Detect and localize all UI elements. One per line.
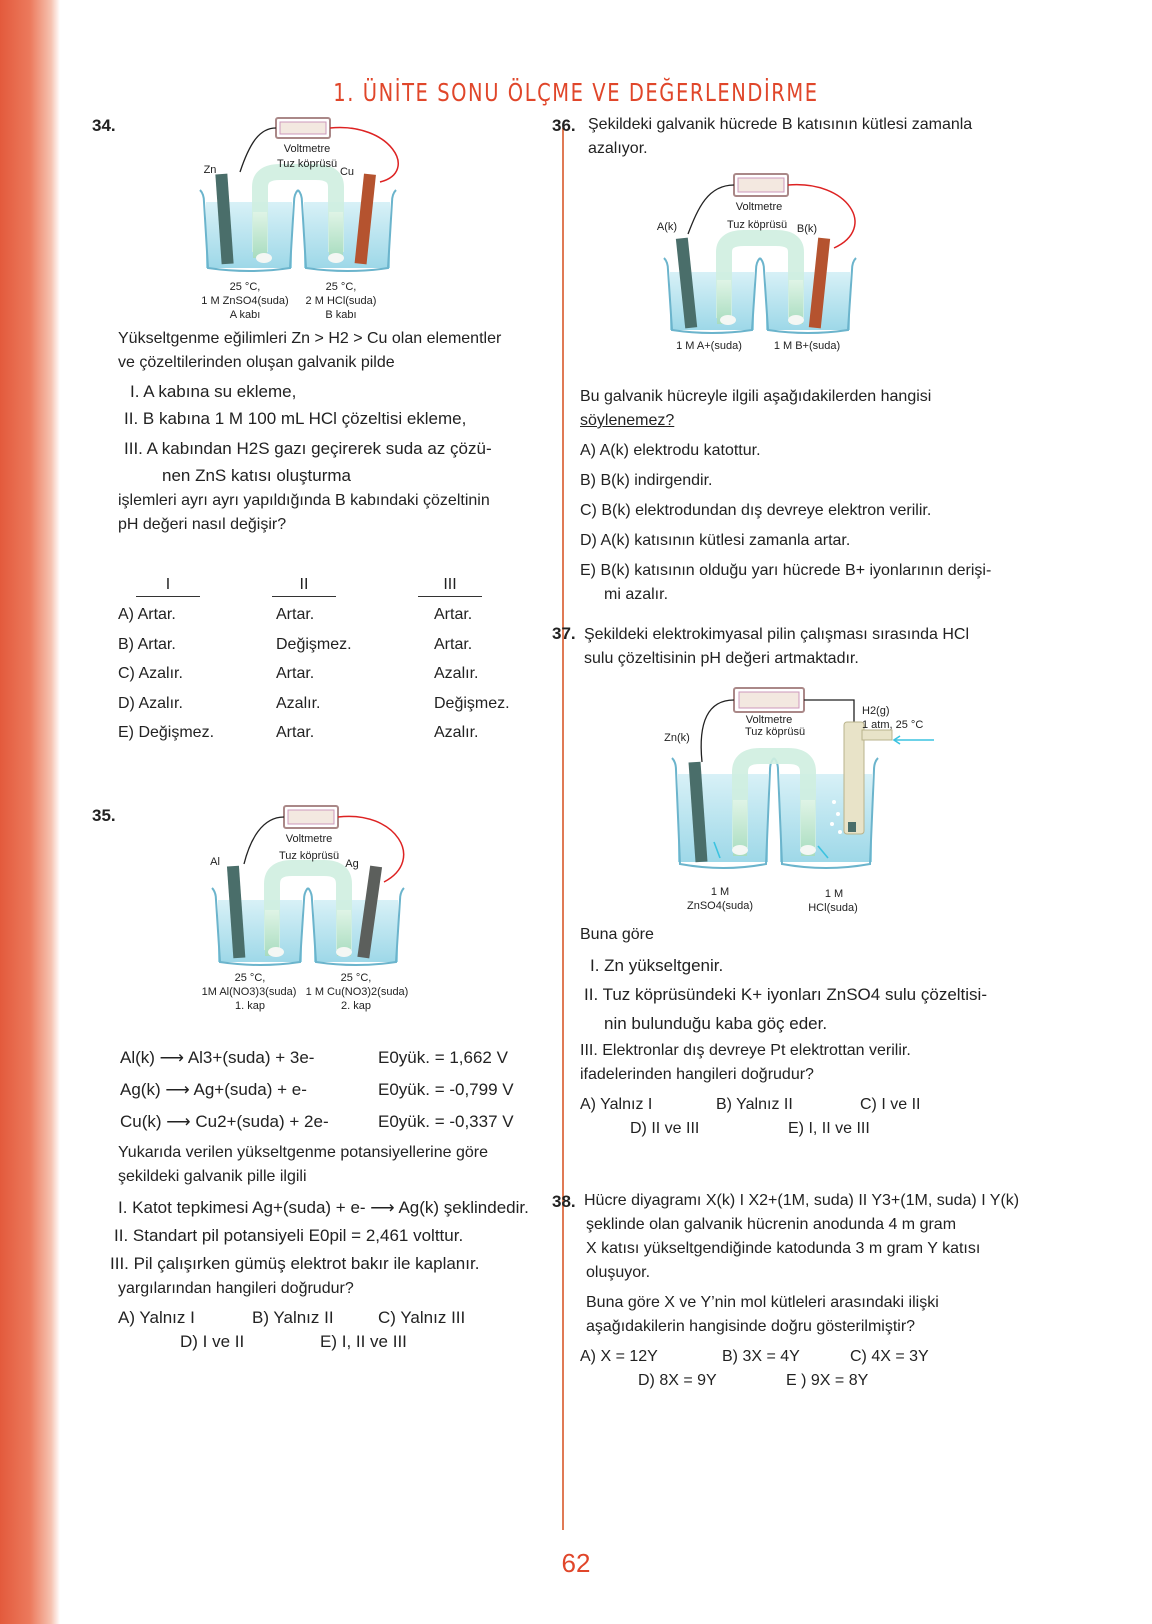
- q37-item-1: I. Zn yükseltgenir.: [590, 956, 724, 975]
- q34-right-electrode-label: Cu: [339, 166, 355, 178]
- q37-lead: Buna göre: [580, 926, 654, 943]
- q36-right-solution: 1 M B+(suda): [773, 340, 841, 352]
- q38-option-b[interactable]: B) 3X = 4Y: [722, 1348, 800, 1365]
- q34-col-header-3: III: [418, 574, 482, 597]
- q34-option-b[interactable]: B) Artar.: [118, 636, 176, 653]
- q35-right-name: 2. kap: [341, 1000, 371, 1012]
- q35-potential-2: E0yük. = -0,799 V: [378, 1080, 514, 1099]
- q35-right-electrode-label: Ag: [345, 858, 359, 870]
- q35-item-2: II. Standart pil potansiyeli E0pil = 2,461 volttur.: [114, 1226, 464, 1245]
- q34-option-e-col3: Azalır.: [434, 724, 479, 741]
- q36-stem-line1: Şekildeki galvanik hücrede B katısının kütlesi zamanla: [588, 116, 973, 133]
- q34-option-c-col2: Artar.: [276, 665, 315, 682]
- q34-item-1: I. A kabına su ekleme,: [130, 382, 297, 401]
- q38-option-e[interactable]: E ) 9X = 8Y: [786, 1372, 869, 1389]
- q35-option-c[interactable]: C) Yalnız III: [378, 1308, 466, 1327]
- q34-option-a-col3: Artar.: [434, 606, 473, 623]
- q36-stem-line2: azalıyor.: [588, 140, 648, 157]
- q35-galvanic-cell-diagram: [200, 800, 420, 970]
- q34-stem-line1: Yükseltgenme eğilimleri Zn > H2 > Cu olan elementler: [118, 330, 502, 347]
- q35-salt-bridge-label: Tuz köprüsü: [278, 850, 340, 862]
- q34-salt-bridge-label: Tuz köprüsü: [276, 158, 338, 170]
- q38-stem-line2: şeklinde olan galvanik hücrenin anodunda 4 m gram: [586, 1216, 957, 1233]
- q34-voltmeter-label: Voltmetre: [283, 143, 331, 155]
- q35-option-d[interactable]: D) I ve II: [180, 1332, 245, 1351]
- q37-electrochemical-cell-diagram: [668, 682, 948, 884]
- q35-reaction-1: Al(k) ⟶ Al3+(suda) + 3e-: [120, 1048, 315, 1067]
- q36-question-line1: Bu galvanik hücreyle ilgili aşağıdakilerden hangisi: [580, 388, 932, 405]
- q34-option-c[interactable]: C) Azalır.: [118, 665, 183, 682]
- q37-item-2a: II. Tuz köprüsündeki K+ iyonları ZnSO4 sulu çözeltisi-: [584, 985, 987, 1004]
- q38-question-line2: aşağıdakilerin hangisinde doğru gösterilmiştir?: [586, 1318, 916, 1335]
- q38-option-c[interactable]: C) 4X = 3Y: [850, 1348, 929, 1365]
- q34-left-electrode-label: Zn: [203, 164, 217, 176]
- q36-option-e-line1[interactable]: E) B(k) katısının olduğu yarı hücrede B+ iyonlarının derişi-: [580, 562, 992, 579]
- q34-option-a[interactable]: A) Artar.: [118, 606, 176, 623]
- q38-option-a[interactable]: A) X = 12Y: [580, 1348, 658, 1365]
- q35-item-1: I. Katot tepkimesi Ag+(suda) + e- ⟶ Ag(k) şeklindedir.: [118, 1198, 529, 1217]
- q38-stem-line4: oluşuyor.: [586, 1264, 651, 1281]
- q37-item-3: III. Elektronlar dış devreye Pt elektrottan verilir.: [580, 1042, 911, 1059]
- q37-left-electrode-label: Zn(k): [664, 732, 690, 744]
- q34-option-e-col2: Artar.: [276, 724, 315, 741]
- q36-question-line2: söylenemez?: [580, 412, 675, 429]
- q38-option-d[interactable]: D) 8X = 9Y: [638, 1372, 717, 1389]
- q34-option-c-col3: Azalır.: [434, 665, 479, 682]
- q34-option-d-col2: Azalır.: [276, 695, 321, 712]
- q36-option-c[interactable]: C) B(k) elektrodundan dış devreye elektron verilir.: [580, 502, 932, 519]
- q37-number: 37.: [552, 624, 576, 643]
- q37-option-b[interactable]: B) Yalnız II: [716, 1096, 793, 1113]
- q34-item-3a: III. A kabından H2S gazı geçirerek suda az çözü-: [124, 439, 492, 458]
- q37-gas-label: H2(g): [862, 705, 890, 717]
- q35-reaction-3: Cu(k) ⟶ Cu2+(suda) + 2e-: [120, 1112, 329, 1131]
- q34-galvanic-cell-diagram: [190, 112, 420, 282]
- q34-left-name: A kabı: [229, 309, 261, 321]
- q36-left-solution: 1 M A+(suda): [676, 340, 742, 352]
- page-title: 1. ÜNİTE SONU ÖLÇME VE DEĞERLENDİRME: [333, 78, 819, 107]
- q35-stem-line1: Yukarıda verilen yükseltgenme potansiyellerine göre: [118, 1144, 488, 1161]
- q35-left-name: 1. kap: [235, 1000, 265, 1012]
- q35-right-temp: 25 °C,: [340, 972, 372, 984]
- q35-reaction-2: Ag(k) ⟶ Ag+(suda) + e-: [120, 1080, 307, 1099]
- q34-option-b-col3: Artar.: [434, 636, 473, 653]
- q35-voltmeter-label: Voltmetre: [285, 833, 333, 845]
- q38-stem-line1: Hücre diyagramı X(k) I X2+(1M, suda) II Y3+(1M, suda) I Y(k): [584, 1192, 1020, 1209]
- q34-option-a-col2: Artar.: [276, 606, 315, 623]
- q37-salt-bridge-label: Tuz köprüsü: [744, 726, 806, 738]
- q34-question-line1: işlemleri ayrı ayrı yapıldığında B kabındaki çözeltinin: [118, 492, 490, 509]
- q34-left-solution: 1 M ZnSO4(suda): [201, 295, 289, 307]
- q37-right-solution-conc: 1 M: [824, 888, 844, 900]
- q34-option-e[interactable]: E) Değişmez.: [118, 724, 215, 741]
- q38-stem-line3: X katısı yükseltgendiğinde katodunda 3 m gram Y katısı: [586, 1240, 981, 1257]
- q34-col-header-2: II: [272, 574, 336, 597]
- q35-left-temp: 25 °C,: [234, 972, 266, 984]
- q36-voltmeter-label: Voltmetre: [735, 201, 783, 213]
- q35-stem-line2: şekildeki galvanik pille ilgili: [118, 1168, 307, 1185]
- q36-option-e-line2: mi azalır.: [604, 586, 669, 603]
- q34-option-d[interactable]: D) Azalır.: [118, 695, 183, 712]
- q34-option-d-col3: Değişmez.: [434, 695, 510, 712]
- q37-stem-line1: Şekildeki elektrokimyasal pilin çalışması sırasında HCl: [584, 626, 970, 643]
- q35-number: 35.: [92, 806, 116, 825]
- q35-option-a[interactable]: A) Yalnız I: [118, 1308, 195, 1327]
- q37-option-c[interactable]: C) I ve II: [860, 1096, 921, 1113]
- q34-number: 34.: [92, 116, 116, 135]
- page-edge-stripe: [0, 0, 60, 1624]
- q37-option-e[interactable]: E) I, II ve III: [788, 1120, 870, 1137]
- q35-left-solution: 1M Al(NO3)3(suda): [201, 986, 297, 998]
- q35-potential-3: E0yük. = -0,337 V: [378, 1112, 514, 1131]
- q37-gas-conditions: 1 atm, 25 °C: [862, 719, 924, 731]
- q34-col-header-1: I: [136, 574, 200, 597]
- q36-option-b[interactable]: B) B(k) indirgendir.: [580, 472, 713, 489]
- q38-number: 38.: [552, 1192, 576, 1211]
- q37-voltmeter-label: Voltmetre: [745, 714, 793, 726]
- q35-right-solution: 1 M Cu(NO3)2(suda): [305, 986, 409, 998]
- q34-right-solution: 2 M HCl(suda): [305, 295, 377, 307]
- q36-right-electrode-label: B(k): [796, 223, 818, 235]
- q36-number: 36.: [552, 116, 576, 135]
- q35-question: yargılarından hangileri doğrudur?: [118, 1280, 354, 1297]
- q34-right-name: B kabı: [325, 309, 357, 321]
- q37-option-d[interactable]: D) II ve III: [630, 1120, 700, 1137]
- q37-left-solution-name: ZnSO4(suda): [686, 900, 754, 912]
- page-number: 62: [561, 1548, 591, 1578]
- q35-option-e[interactable]: E) I, II ve III: [320, 1332, 407, 1351]
- q37-stem-line2: sulu çözeltisinin pH değeri artmaktadır.: [584, 650, 859, 667]
- q35-left-electrode-label: Al: [210, 856, 220, 868]
- q34-left-temp: 25 °C,: [229, 281, 261, 293]
- q34-right-temp: 25 °C,: [325, 281, 357, 293]
- q35-option-b[interactable]: B) Yalnız II: [252, 1308, 334, 1327]
- q36-galvanic-cell-diagram: [658, 168, 878, 338]
- q36-option-d[interactable]: D) A(k) katısının kütlesi zamanla artar.: [580, 532, 851, 549]
- q35-item-3: III. Pil çalışırken gümüş elektrot bakır ile kaplanır.: [110, 1254, 480, 1273]
- q36-salt-bridge-label: Tuz köprüsü: [726, 219, 788, 231]
- q34-option-b-col2: Değişmez.: [276, 636, 352, 653]
- q34-stem-line2: ve çözeltilerinden oluşan galvanik pilde: [118, 354, 395, 371]
- q37-option-a[interactable]: A) Yalnız I: [580, 1096, 653, 1113]
- q37-right-solution-name: HCl(suda): [808, 902, 858, 914]
- q34-question-line2: pH değeri nasıl değişir?: [118, 516, 287, 533]
- q34-item-3b: nen ZnS katısı oluşturma: [162, 466, 351, 485]
- column-divider: [562, 128, 564, 1530]
- q36-option-a[interactable]: A) A(k) elektrodu katottur.: [580, 442, 761, 459]
- q38-question-line1: Buna göre X ve Y’nin mol kütleleri arasındaki ilişki: [586, 1294, 939, 1311]
- q37-question: ifadelerinden hangileri doğrudur?: [580, 1066, 814, 1083]
- q36-left-electrode-label: A(k): [656, 221, 678, 233]
- q37-left-solution-conc: 1 M: [710, 886, 730, 898]
- q35-potential-1: E0yük. = 1,662 V: [378, 1048, 508, 1067]
- q34-item-2: II. B kabına 1 M 100 mL HCl çözeltisi ekleme,: [124, 409, 467, 428]
- q37-item-2b: nin bulunduğu kaba göç eder.: [604, 1014, 828, 1033]
